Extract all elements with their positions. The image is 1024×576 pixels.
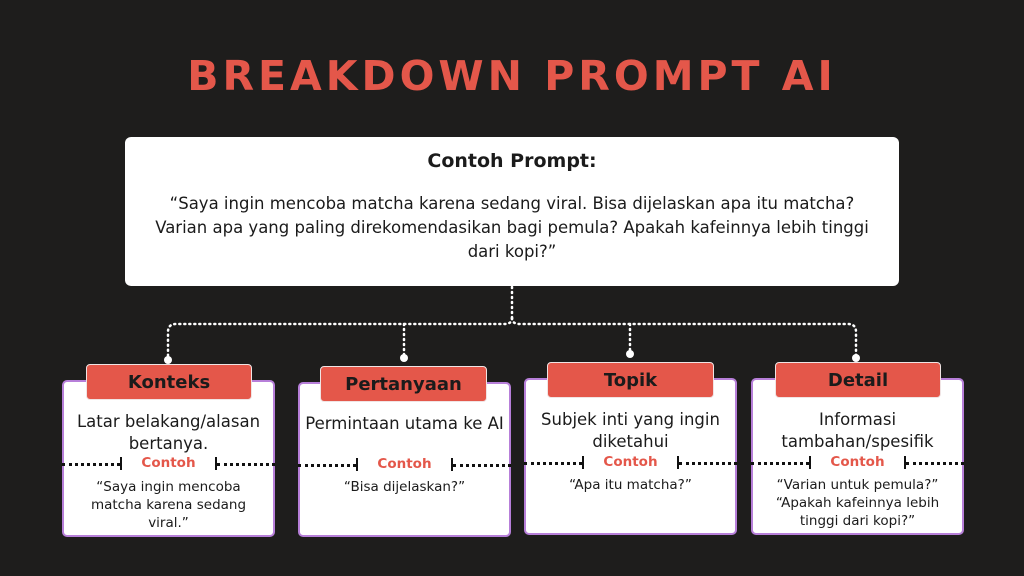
card-detail-label: Detail	[775, 362, 941, 398]
connector-dot-topik	[626, 350, 634, 358]
card-pertanyaan-description: Permintaan utama ke AI	[305, 414, 504, 433]
card-konteks-label: Konteks	[86, 364, 252, 400]
prompt-heading: Contoh Prompt:	[427, 150, 597, 172]
card-topik-label: Topik	[547, 362, 714, 398]
card-topik-description: Subjek inti yang ingin diketahui	[541, 410, 720, 451]
connector-dot-detail	[852, 354, 860, 362]
card-pertanyaan-example-divider	[298, 456, 511, 474]
connector-right	[512, 318, 856, 358]
card-detail-example: “Varian untuk pemula?” “Apakah kafeinnya lebih tinggi dari kopi?”	[775, 477, 940, 529]
connector-left	[168, 318, 512, 358]
card-konteks-description: Latar belakang/alasan bertanya.	[76, 412, 261, 453]
card-topik-example-divider	[524, 454, 737, 472]
card-detail-example-label: Contoh	[830, 454, 885, 470]
card-detail-example-divider	[751, 454, 964, 472]
card-pertanyaan-example: “Bisa dijelaskan?”	[343, 479, 466, 495]
connector-dot-konteks	[164, 356, 172, 364]
card-pertanyaan-example-label: Contoh	[377, 456, 432, 472]
card-topik-example-label: Contoh	[603, 454, 658, 470]
card-konteks-example-divider	[62, 455, 275, 473]
prompt-text: “Saya ingin mencoba matcha karena sedang viral. Bisa dijelaskan apa itu matcha? Varian apa yang paling direkomendasikan bagi pemula? Apakah kafeinnya lebih tinggi dari kopi?”	[155, 194, 869, 261]
card-topik-example: “Apa itu matcha?”	[569, 477, 692, 493]
card-konteks-example: “Saya ingin mencoba matcha karena sedang viral.”	[90, 479, 247, 531]
card-pertanyaan-label: Pertanyaan	[320, 366, 487, 402]
card-detail-description: Informasi tambahan/spesifik	[781, 410, 934, 451]
page-title: BREAKDOWN PROMPT AI	[187, 52, 837, 100]
connector-dot-pertanyaan	[400, 354, 408, 362]
card-konteks-example-label: Contoh	[141, 455, 196, 471]
